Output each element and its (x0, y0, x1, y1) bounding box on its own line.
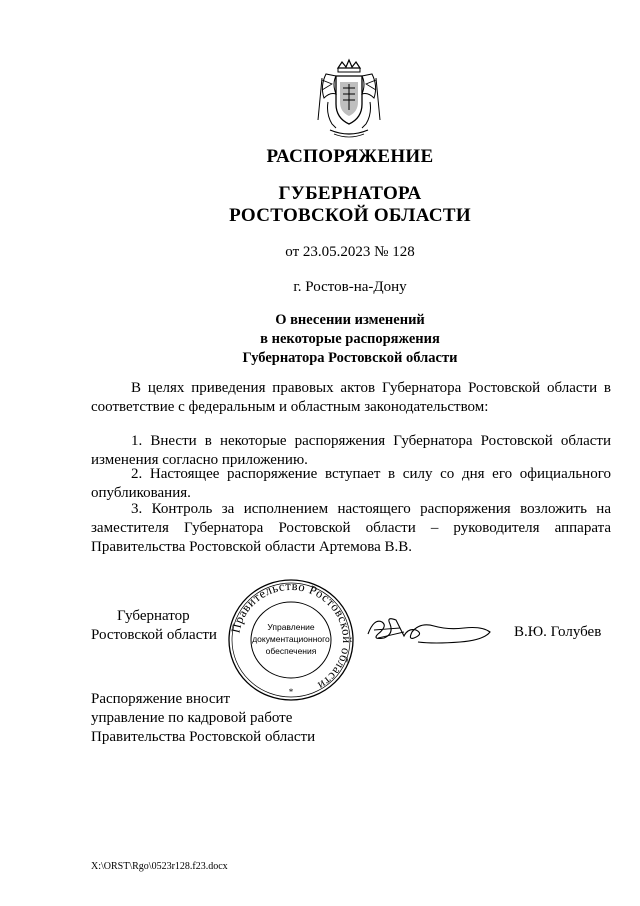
submitted-by-line3: Правительства Ростовской области (91, 729, 316, 745)
document-type-title: РАСПОРЯЖЕНИЕ (266, 146, 434, 167)
submitted-by-note (91, 690, 315, 747)
date-number: от 23.05.2023 № 128 (285, 244, 415, 260)
document-subject (0, 311, 640, 368)
handwritten-signature (364, 608, 494, 650)
subject-line: О внесении изменений (275, 312, 425, 328)
submitted-by-line1: Распоряжение вносит (91, 691, 231, 707)
file-path: X:\ORST\Rgo\0523r128.f23.docx (91, 861, 228, 872)
signer-title-line2: Ростовской области (91, 627, 217, 643)
stamp-inner-line3: обеспечения (265, 646, 317, 656)
issuer-title-line2: РОСТОВСКОЙ ОБЛАСТИ (229, 205, 471, 226)
subject-line: в некоторые распоряжения (260, 331, 440, 347)
coat-of-arms-icon (316, 58, 382, 140)
subject-line: Губернатора Ростовской области (242, 350, 458, 366)
submitted-by-line2: управление по кадровой работе (91, 710, 293, 726)
intro-paragraph: В целях приведения правовых актов Губернатора Ростовской области в соответствие с федеральным и областным законодательством: (91, 380, 611, 415)
item-paragraph-1: 1. Внести в некоторые распоряжения Губернатора Ростовской области изменения согласно приложению. (91, 433, 611, 468)
svg-text:*: * (288, 687, 294, 697)
stamp-inner-line1: Управление (267, 622, 315, 632)
city: г. Ростов-на-Дону (293, 279, 407, 295)
signer-title (91, 607, 217, 645)
signer-title-line1: Губернатор (117, 608, 190, 624)
item-paragraph-3: 3. Контроль за исполнением настоящего распоряжения возложить на заместителя Губернатора Ростовской области – руководителя аппарата Правительства Ростовской области Артемова В.В. (91, 501, 611, 555)
item-paragraph-2: 2. Настоящее распоряжение вступает в силу со дня его официального опубликования. (91, 466, 611, 501)
issuer-title-line1: ГУБЕРНАТОРА (278, 183, 422, 204)
signer-name: В.Ю. Голубев (514, 624, 602, 640)
official-stamp (226, 578, 356, 702)
stamp-ring-text: Правительство Ростовской области (228, 578, 355, 693)
stamp-inner-line2: документационного (252, 634, 330, 644)
